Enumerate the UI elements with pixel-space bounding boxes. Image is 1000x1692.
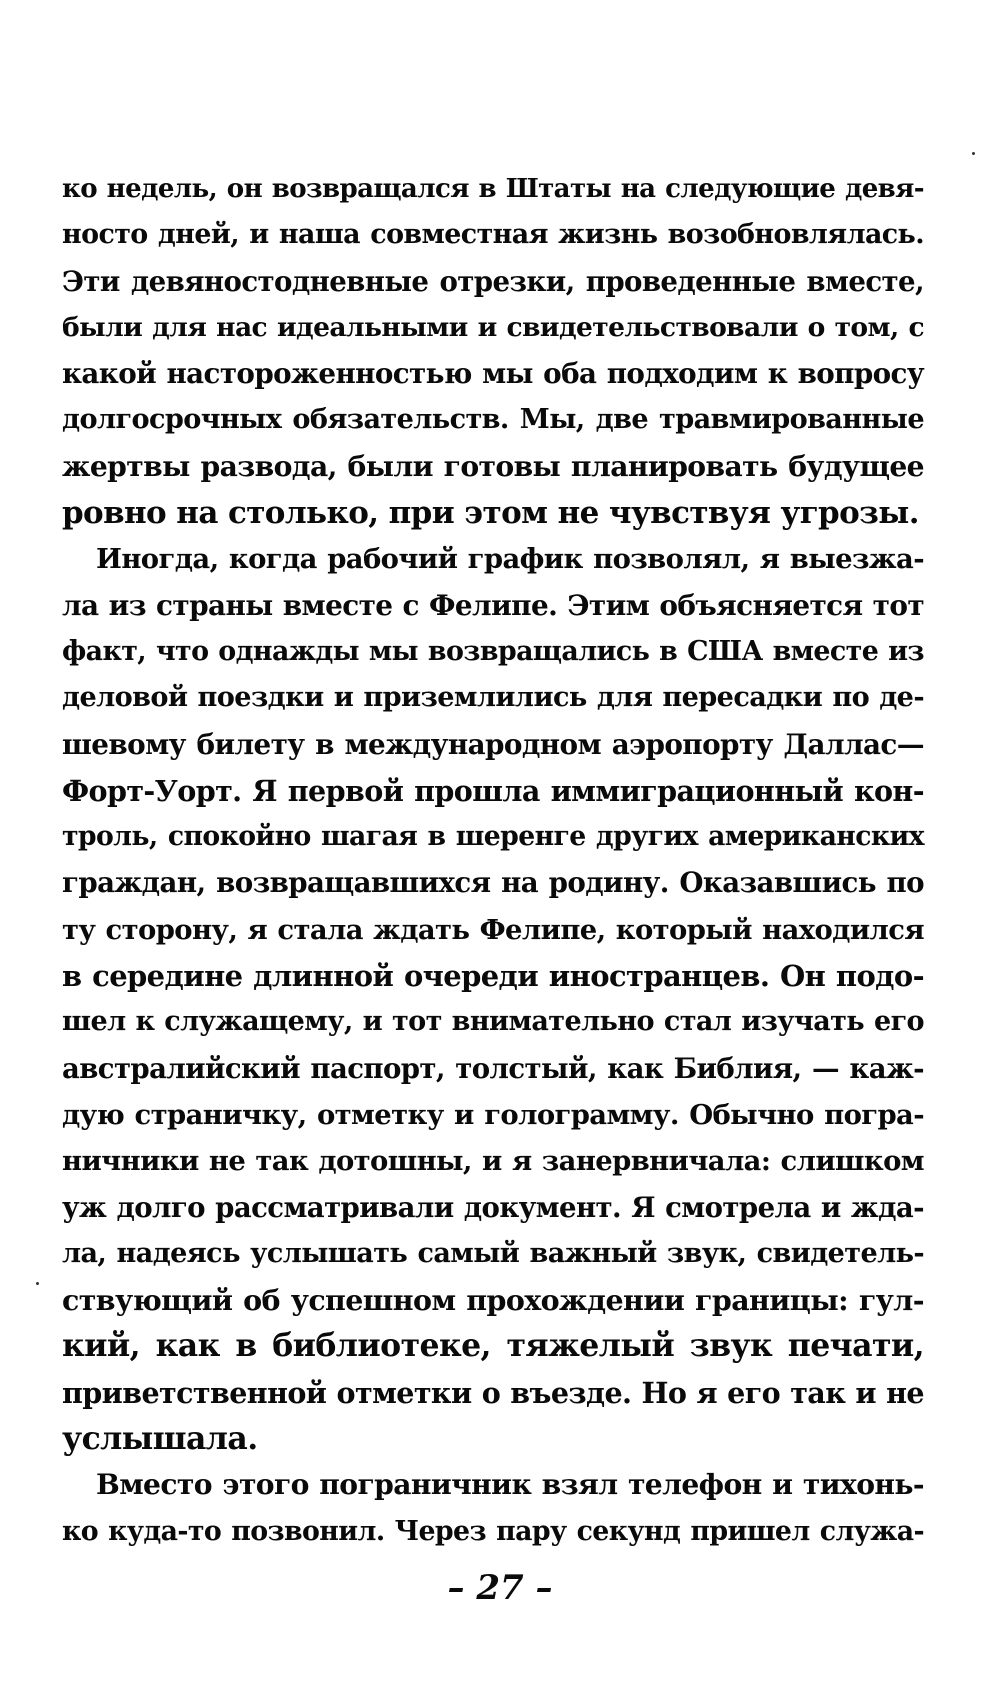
page-number: – 27 – [447, 1568, 553, 1608]
text-line: уж долго рассматривали документ. Я смотрела и жда- [62, 1190, 924, 1224]
text-line: какой настороженностью мы оба подходим к вопросу [62, 357, 924, 391]
text-line: ту сторону, я стала ждать Фелипе, который находился [62, 913, 924, 946]
text-line: ствующий об успешном прохождении границы: гул- [62, 1283, 924, 1318]
body-text [62, 166, 924, 1555]
text-line: услышала. [62, 1420, 258, 1458]
text-line: долгосрочных обязательств. Мы, две травмированные [62, 404, 924, 436]
text-line: дую страничку, отметку и голограмму. Обычно погра- [62, 1098, 924, 1131]
text-line: были для нас идеальными и свидетельствовали о том, с [62, 311, 924, 343]
text-line: Вместо этого пограничник взял телефон и тихонь- [96, 1468, 924, 1502]
text-line: ла из страны вместе с Фелипе. Этим объясняется тот [62, 588, 924, 622]
text-line: ла, надеясь услышать самый важный звук, свидетель- [62, 1237, 924, 1269]
text-line: в середине длинной очереди иностранцев. Он подо- [62, 959, 924, 994]
scan-speck [36, 1282, 39, 1285]
text-line: ровно на столько, при этом не чувствуя угрозы. [62, 495, 919, 532]
text-line: троль, спокойно шагая в шеренге других американских [62, 821, 924, 853]
text-line: кий, как в библиотеке, тяжелый звук печати, [62, 1327, 924, 1365]
text-line: жертвы развода, были готовы планировать будущее [62, 449, 924, 483]
text-line: приветственной отметки о въезде. Но я его так и не [62, 1375, 924, 1410]
text-line: австралийский паспорт, толстый, как Библия, — каж- [62, 1052, 924, 1085]
text-line: факт, что однажды мы возвращались в США вместе из [62, 635, 924, 667]
text-line: граждан, возвращавшихся на родину. Оказавшись по [62, 866, 924, 900]
text-line: ко куда-то позвонил. Через пару секунд пришел служа- [62, 1515, 924, 1547]
text-line: деловой поездки и приземлились для пересадки по де- [62, 682, 924, 714]
text-line: шел к служащему, и тот внимательно стал изучать его [62, 1006, 924, 1038]
text-line: ничники не так дотошны, и я занервничала: слишком [62, 1145, 924, 1178]
text-line: носто дней, и наша совместная жизнь возобновлялась. [62, 219, 924, 251]
text-line: Эти девяностодневные отрезки, проведенные вместе, [62, 264, 924, 298]
text-line: шевому билету в международном аэропорту Даллас— [62, 727, 924, 761]
scan-speck [972, 152, 975, 155]
text-line: Форт-Уорт. Я первой прошла иммиграционный кон- [62, 773, 924, 808]
text-line: Иногда, когда рабочий график позволял, я выезжа- [96, 543, 924, 576]
text-line: ко недель, он возвращался в Штаты на следующие девя- [62, 174, 924, 204]
